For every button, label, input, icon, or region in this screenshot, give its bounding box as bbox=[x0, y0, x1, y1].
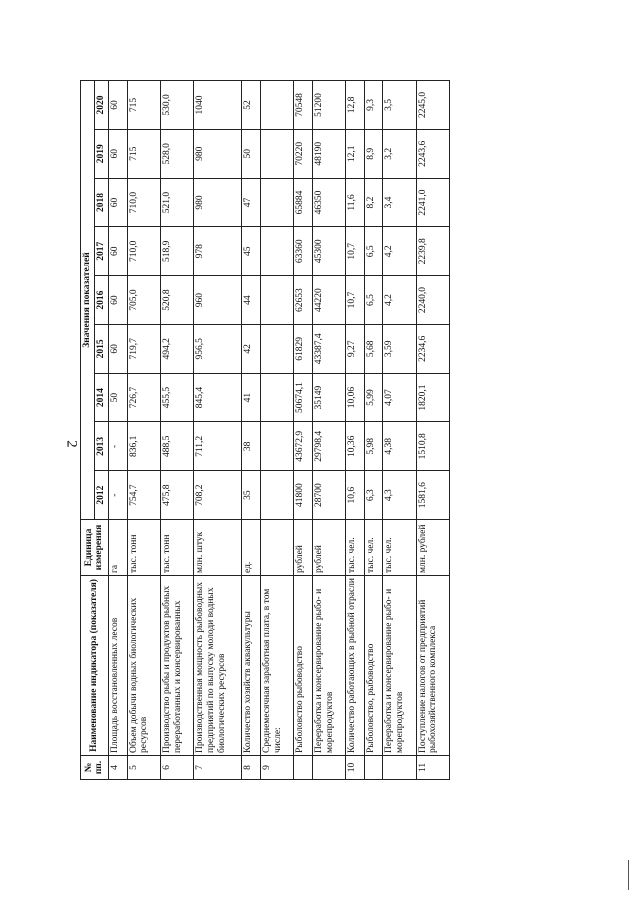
value-cell: 726,7 bbox=[127, 373, 160, 422]
row-number: 11 bbox=[416, 756, 449, 780]
value-cell: 494,2 bbox=[160, 324, 193, 373]
unit-cell: млн. штук bbox=[194, 520, 242, 576]
indicator-name: Поступление налогов от предприятий рыбохозяйственного комплекса bbox=[416, 576, 449, 756]
indicator-name: Количество работающих в рыбной отрасли bbox=[345, 576, 364, 756]
table-row bbox=[416, 81, 449, 780]
value-cell: 70220 bbox=[294, 129, 313, 178]
value-cell: 10,36 bbox=[345, 422, 364, 471]
row-number bbox=[312, 756, 345, 780]
row-number bbox=[383, 756, 416, 780]
value-cell: 52 bbox=[242, 81, 261, 130]
value-cell: 4,38 bbox=[383, 422, 416, 471]
value-cell: 1040 bbox=[194, 81, 242, 130]
value-cell: 65884 bbox=[294, 178, 313, 227]
value-cell: 11,6 bbox=[345, 178, 364, 227]
value-cell: 3,59 bbox=[383, 324, 416, 373]
value-cell: 63360 bbox=[294, 227, 313, 276]
value-cell bbox=[260, 373, 293, 422]
value-cell: 845,4 bbox=[194, 373, 242, 422]
value-cell: 61829 bbox=[294, 324, 313, 373]
value-cell: 10,7 bbox=[345, 276, 364, 325]
unit-cell: га bbox=[108, 520, 127, 576]
value-cell: 48190 bbox=[312, 129, 345, 178]
row-number: 5 bbox=[127, 756, 160, 780]
unit-cell: тыс. тонн bbox=[127, 520, 160, 576]
value-cell bbox=[260, 324, 293, 373]
table-row bbox=[160, 81, 193, 780]
unit-cell bbox=[260, 520, 293, 576]
value-cell: - bbox=[108, 422, 127, 471]
indicator-name: Площадь восстановленных лесов bbox=[108, 576, 127, 756]
value-cell: 60 bbox=[108, 129, 127, 178]
row-number: 8 bbox=[242, 756, 261, 780]
value-cell: 41 bbox=[242, 373, 261, 422]
value-cell: 705,0 bbox=[127, 276, 160, 325]
value-cell: 4,2 bbox=[383, 276, 416, 325]
unit-cell: тыс. тонн bbox=[160, 520, 193, 576]
scan-artifact bbox=[628, 860, 629, 890]
value-cell: 836,1 bbox=[127, 422, 160, 471]
table-row bbox=[242, 81, 261, 780]
header-num: № пп. bbox=[81, 756, 109, 780]
value-cell: 475,8 bbox=[160, 471, 193, 520]
value-cell: 520,8 bbox=[160, 276, 193, 325]
value-cell: 980 bbox=[194, 178, 242, 227]
page-number: 2 bbox=[63, 440, 80, 448]
header-year: 2012 bbox=[94, 471, 108, 520]
value-cell: 6,3 bbox=[364, 471, 383, 520]
value-cell: 530,0 bbox=[160, 81, 193, 130]
value-cell: 980 bbox=[194, 129, 242, 178]
value-cell: 8,2 bbox=[364, 178, 383, 227]
value-cell: 43387,4 bbox=[312, 324, 345, 373]
value-cell: 960 bbox=[194, 276, 242, 325]
value-cell bbox=[260, 422, 293, 471]
row-number: 6 bbox=[160, 756, 193, 780]
value-cell: 1581,6 bbox=[416, 471, 449, 520]
header-indicator: Наименование индикатора (показателя) bbox=[81, 576, 109, 756]
table-row bbox=[108, 81, 127, 780]
value-cell: 4,3 bbox=[383, 471, 416, 520]
value-cell bbox=[260, 227, 293, 276]
value-cell bbox=[260, 81, 293, 130]
unit-cell: ед. bbox=[242, 520, 261, 576]
value-cell: 978 bbox=[194, 227, 242, 276]
value-cell: 2234,6 bbox=[416, 324, 449, 373]
value-cell: 43672,9 bbox=[294, 422, 313, 471]
indicator-name: Среднемесячная заработная плата, в том числе: bbox=[260, 576, 293, 756]
value-cell: 46350 bbox=[312, 178, 345, 227]
unit-cell: тыс. чел. bbox=[345, 520, 364, 576]
value-cell: 521,0 bbox=[160, 178, 193, 227]
value-cell: 35 bbox=[242, 471, 261, 520]
table-row bbox=[312, 81, 345, 780]
header-values-group: Значения показателей bbox=[81, 81, 95, 520]
header-year: 2020 bbox=[94, 81, 108, 130]
header-year: 2017 bbox=[94, 227, 108, 276]
value-cell: 715 bbox=[127, 129, 160, 178]
value-cell: 711,2 bbox=[194, 422, 242, 471]
table-row bbox=[345, 81, 364, 780]
header-year: 2018 bbox=[94, 178, 108, 227]
value-cell: 3,5 bbox=[383, 81, 416, 130]
value-cell: 5,68 bbox=[364, 324, 383, 373]
value-cell: 6,5 bbox=[364, 276, 383, 325]
header-year: 2016 bbox=[94, 276, 108, 325]
value-cell: 956,5 bbox=[194, 324, 242, 373]
indicator-name: Объем добычи водных биологических ресурсов bbox=[127, 576, 160, 756]
value-cell: 1510,8 bbox=[416, 422, 449, 471]
value-cell: 1820,1 bbox=[416, 373, 449, 422]
indicator-name: Переработка и консервирование рыбо- и морепродуктов bbox=[312, 576, 345, 756]
table-row bbox=[294, 81, 313, 780]
value-cell: 518,9 bbox=[160, 227, 193, 276]
value-cell: 708,2 bbox=[194, 471, 242, 520]
value-cell: 45300 bbox=[312, 227, 345, 276]
value-cell: 70548 bbox=[294, 81, 313, 130]
value-cell: 41800 bbox=[294, 471, 313, 520]
value-cell: 12,1 bbox=[345, 129, 364, 178]
header-year: 2014 bbox=[94, 373, 108, 422]
indicator-name: Количество хозяйств аквакультуры bbox=[242, 576, 261, 756]
value-cell: 2245,0 bbox=[416, 81, 449, 130]
row-number: 7 bbox=[194, 756, 242, 780]
value-cell: 2239,8 bbox=[416, 227, 449, 276]
value-cell: 6,5 bbox=[364, 227, 383, 276]
value-cell: 754,7 bbox=[127, 471, 160, 520]
value-cell: 38 bbox=[242, 422, 261, 471]
value-cell: 10,06 bbox=[345, 373, 364, 422]
unit-cell: млн. рублей bbox=[416, 520, 449, 576]
rotated-table-container bbox=[80, 80, 450, 780]
value-cell: 60 bbox=[108, 324, 127, 373]
value-cell: 29798,4 bbox=[312, 422, 345, 471]
unit-cell: тыс. чел. bbox=[383, 520, 416, 576]
value-cell: 42 bbox=[242, 324, 261, 373]
header-year: 2015 bbox=[94, 324, 108, 373]
indicator-name: Рыболовство рыбоводство bbox=[294, 576, 313, 756]
table-row bbox=[383, 81, 416, 780]
unit-cell: рублей bbox=[312, 520, 345, 576]
header-unit: Единица измерения bbox=[81, 520, 109, 576]
header-year: 2013 bbox=[94, 422, 108, 471]
value-cell: 2241,0 bbox=[416, 178, 449, 227]
value-cell: 715 bbox=[127, 81, 160, 130]
indicator-name: Переработка и консервирование рыбо- и морепродуктов bbox=[383, 576, 416, 756]
value-cell: 4,07 bbox=[383, 373, 416, 422]
value-cell: 10,7 bbox=[345, 227, 364, 276]
value-cell: 9,27 bbox=[345, 324, 364, 373]
row-number bbox=[364, 756, 383, 780]
value-cell: 12,8 bbox=[345, 81, 364, 130]
value-cell: 45 bbox=[242, 227, 261, 276]
value-cell: 3,2 bbox=[383, 129, 416, 178]
value-cell: 60 bbox=[108, 81, 127, 130]
value-cell: 4,2 bbox=[383, 227, 416, 276]
value-cell: - bbox=[108, 471, 127, 520]
table-row bbox=[194, 81, 242, 780]
value-cell: 9,3 bbox=[364, 81, 383, 130]
value-cell: 710,0 bbox=[127, 227, 160, 276]
value-cell: 710,0 bbox=[127, 178, 160, 227]
value-cell: 44220 bbox=[312, 276, 345, 325]
table-body bbox=[108, 81, 449, 780]
value-cell: 50674,1 bbox=[294, 373, 313, 422]
value-cell: 35149 bbox=[312, 373, 345, 422]
row-number: 10 bbox=[345, 756, 364, 780]
value-cell bbox=[260, 129, 293, 178]
value-cell: 488,5 bbox=[160, 422, 193, 471]
value-cell: 528,0 bbox=[160, 129, 193, 178]
value-cell bbox=[260, 178, 293, 227]
value-cell: 50 bbox=[242, 129, 261, 178]
table-row bbox=[127, 81, 160, 780]
unit-cell: тыс. чел. bbox=[364, 520, 383, 576]
value-cell: 51200 bbox=[312, 81, 345, 130]
value-cell: 455,5 bbox=[160, 373, 193, 422]
value-cell: 3,4 bbox=[383, 178, 416, 227]
row-number: 4 bbox=[108, 756, 127, 780]
value-cell: 50 bbox=[108, 373, 127, 422]
value-cell: 2240,0 bbox=[416, 276, 449, 325]
header-year: 2019 bbox=[94, 129, 108, 178]
value-cell: 28700 bbox=[312, 471, 345, 520]
value-cell: 60 bbox=[108, 227, 127, 276]
table-row bbox=[260, 81, 293, 780]
value-cell: 5,99 bbox=[364, 373, 383, 422]
value-cell: 2243,6 bbox=[416, 129, 449, 178]
value-cell: 60 bbox=[108, 276, 127, 325]
value-cell: 8,9 bbox=[364, 129, 383, 178]
value-cell: 62653 bbox=[294, 276, 313, 325]
unit-cell: рублей bbox=[294, 520, 313, 576]
value-cell: 60 bbox=[108, 178, 127, 227]
value-cell: 10,6 bbox=[345, 471, 364, 520]
indicator-name: Рыболовство, рыбоводство bbox=[364, 576, 383, 756]
value-cell bbox=[260, 276, 293, 325]
row-number bbox=[294, 756, 313, 780]
table-header-row bbox=[81, 81, 95, 780]
value-cell: 5,98 bbox=[364, 422, 383, 471]
value-cell bbox=[260, 471, 293, 520]
table-row bbox=[364, 81, 383, 780]
indicator-name: Производственная мощность рыбоводных предприятий по выпуску молоди водных биологических ресурсов bbox=[194, 576, 242, 756]
row-number: 9 bbox=[260, 756, 293, 780]
indicator-name: Производство рыбы и продуктов рыбных переработанных и консервированных bbox=[160, 576, 193, 756]
value-cell: 719,7 bbox=[127, 324, 160, 373]
value-cell: 44 bbox=[242, 276, 261, 325]
indicators-table bbox=[80, 80, 450, 780]
value-cell: 47 bbox=[242, 178, 261, 227]
